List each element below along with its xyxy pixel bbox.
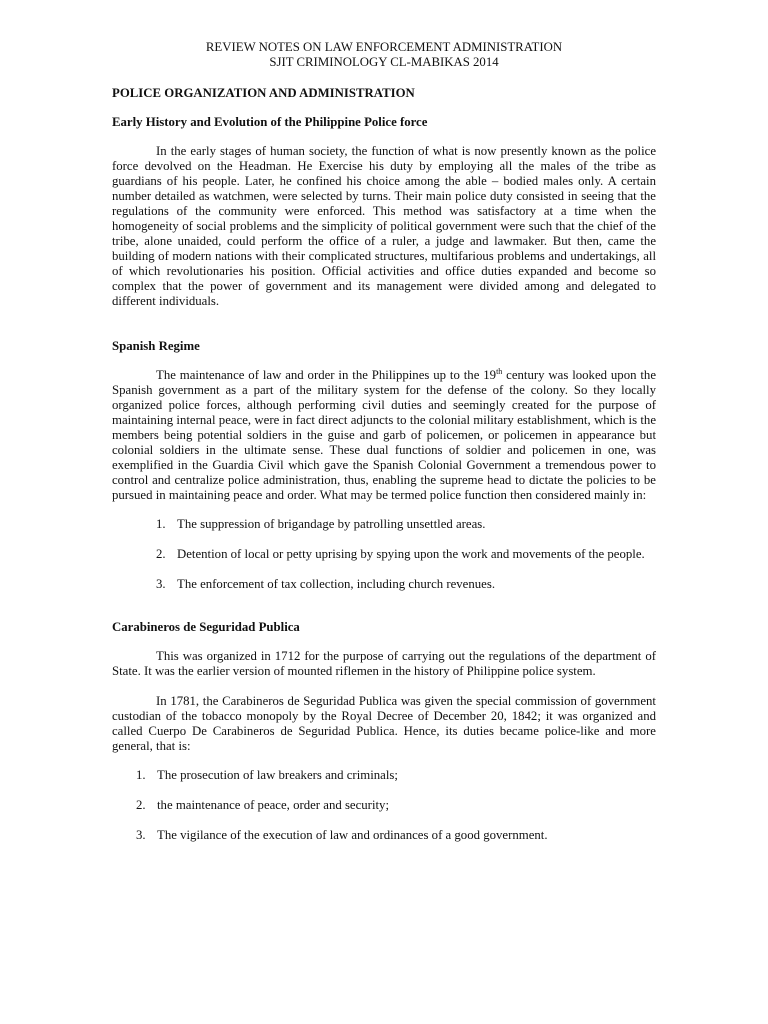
spanish-superscript: th: [496, 367, 503, 376]
early-history-paragraph: In the early stages of human society, the function of what is now presently known as the police force devolved on the Headman. He Exercise his duty by employing all the males of the tribe as guardians of his people. Later, he confined his choice among the able – bodied males only. A certain number detailed as watchmen, were selected by turns. Their main police duty consisted in seeing that the regulations of the community were enforced. This method was satisfactory at a time when the homogeneity of social problems and the simplicity of political government were such that the chief of the tribe, alone unaided, could perform the office of a ruler, a judge and lawmaker. But then, came the building of modern nations with their complicated structures, multifarious problems and undertakings, all of which revolutionaries his position. Official activities and office duties expanded and become so complex that the power of government and its management were divided among and delegated to different individuals.: [112, 144, 656, 308]
carabineros-duties-list: [136, 768, 656, 843]
list-number: 3.: [156, 577, 166, 591]
list-text: The vigilance of the execution of law and ordinances of a good government.: [157, 828, 548, 842]
list-item: [136, 768, 656, 783]
carabineros-paragraph-2: In 1781, the Carabineros de Seguridad Publica was given the special commission of government custodian of the tobacco monopoly by the Royal Decree of December 20, 1842; it was organized and called Cuerpo De Carabineros de Seguridad Publica. Hence, its duties became police-like and more general, that is:: [112, 694, 656, 753]
list-number: 2.: [156, 547, 166, 561]
list-item: [156, 547, 656, 562]
list-number: 1.: [156, 517, 166, 531]
list-item: [136, 828, 656, 843]
list-item: [156, 577, 656, 592]
list-text: Detention of local or petty uprising by spying upon the work and movements of the people.: [177, 547, 645, 561]
list-item: [156, 517, 656, 532]
list-number: 1.: [136, 768, 146, 782]
list-text: The prosecution of law breakers and criminals;: [157, 768, 398, 782]
header-line-1: REVIEW NOTES ON LAW ENFORCEMENT ADMINISTRATION: [205, 40, 563, 54]
spanish-police-functions-list: [156, 517, 656, 592]
spanish-text-a: The maintenance of law and order in the Philippines up to the 19: [156, 368, 497, 382]
spanish-regime-paragraph: [112, 368, 656, 503]
early-history-heading: Early History and Evolution of the Philippine Police force: [112, 115, 428, 129]
list-number: 2.: [136, 798, 146, 812]
main-title: POLICE ORGANIZATION AND ADMINISTRATION: [112, 86, 415, 100]
list-text: The enforcement of tax collection, including church revenues.: [177, 577, 496, 591]
spanish-text-b: century was looked upon the Spanish government as a part of the military system for the defense of the colony. So they locally organized police forces, although performing civil duties and seemingly created for the purpose of maintaining internal peace, were in fact direct adjuncts to the colonial military establishment, which is the members being potential soldiers in the guise and garb of policemen, or policemen in appearance but colonial soldiers in the ultimate sense. These dual functions of soldier and policemen in one, was exemplified in the Guardia Civil which gave the Spanish Colonial Government a tremendous power to control and centralize police administration, thus, enabling the supreme head to dictate the policies to be pursued in maintaining peace and order. What may be termed police function then considered mainly in:: [112, 368, 657, 502]
list-item: [136, 798, 656, 813]
list-text: the maintenance of peace, order and security;: [157, 798, 390, 812]
header-line-2: SJIT CRIMINOLOGY CL-MABIKAS 2014: [269, 55, 499, 69]
spanish-regime-heading: Spanish Regime: [112, 339, 200, 353]
document-header: [112, 40, 656, 70]
carabineros-heading: Carabineros de Seguridad Publica: [112, 620, 300, 634]
carabineros-paragraph-1: This was organized in 1712 for the purpose of carrying out the regulations of the department of State. It was the earlier version of mounted riflemen in the history of Philippine police system.: [112, 649, 656, 678]
list-number: 3.: [136, 828, 146, 842]
list-text: The suppression of brigandage by patrolling unsettled areas.: [177, 517, 486, 531]
